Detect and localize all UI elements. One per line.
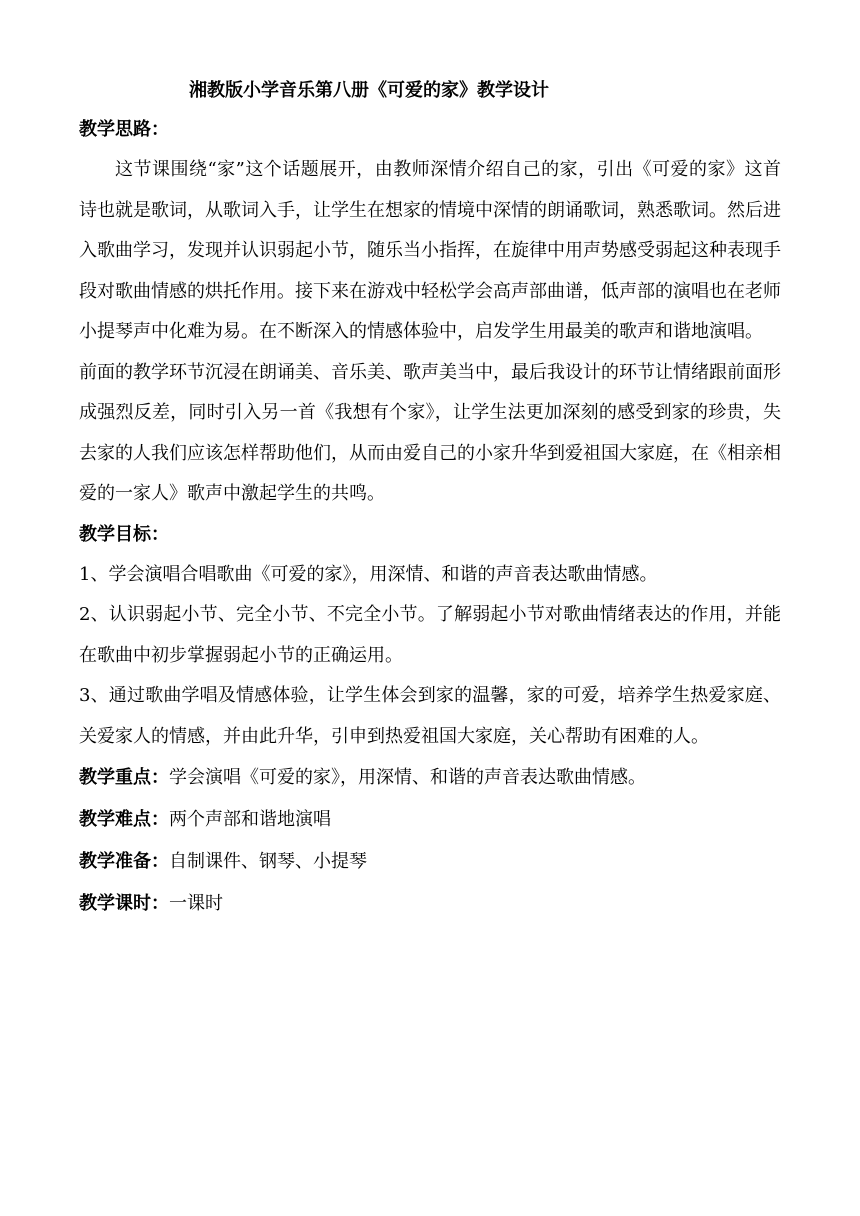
teaching-thinking-heading: 教学思路：: [79, 119, 169, 140]
key-point-line: [79, 757, 781, 799]
preparation-line: [79, 841, 781, 883]
period-label: 教学课时：: [79, 893, 169, 914]
teaching-thinking-paragraph-2: 前面的教学环节沉浸在朗诵美、音乐美、歌声美当中，最后我设计的环节让情绪跟前面形成强烈反差，同时引入另一首《我想有个家》，让学生法更加深刻的感受到家的珍贵，失去家的人我们应该怎样帮助他们，从而由爱自己的小家升华到爱祖国大家庭，在《相亲相爱的一家人》歌声中激起学生的共鸣。: [79, 361, 781, 504]
difficulty-value: 两个声部和谐地演唱: [169, 809, 331, 830]
teaching-goal-item-3: 3、通过歌曲学唱及情感体验，让学生体会到家的温馨，家的可爱，培养学生热爱家庭、关爱家人的情感，并由此升华，引申到热爱祖国大家庭，关心帮助有困难的人。: [79, 685, 781, 747]
key-point-label: 教学重点：: [79, 767, 169, 788]
preparation-label: 教学准备：: [79, 851, 169, 872]
teaching-goal-item-1: 1、学会演唱合唱歌曲《可爱的家》，用深情、和谐的声音表达歌曲情感。: [79, 563, 658, 585]
document-page: [79, 72, 781, 925]
document-title: 湘教版小学音乐第八册《可爱的家》教学设计: [189, 80, 549, 101]
preparation-value: 自制课件、钢琴、小提琴: [169, 851, 367, 872]
difficulty-label: 教学难点：: [79, 809, 169, 830]
teaching-goals-heading: 教学目标：: [79, 523, 169, 545]
teaching-thinking-paragraph-1: 这节课围绕“家”这个话题展开，由教师深情介绍自己的家，引出《可爱的家》这首诗也就是歌词，从歌词入手，让学生在想家的情境中深情的朗诵歌词，熟悉歌词。然后进入歌曲学习，发现并认识弱起小节，随乐当小指挥，在旋律中用声势感受弱起这种表现手段对歌曲情感的烘托作用。接下来在游戏中轻松学会高声部曲谱，低声部的演唱也在老师小提琴声中化难为易。在不断深入的情感体验中，启发学生用最美的歌声和谐地演唱。: [79, 159, 781, 342]
period-value: 一课时: [169, 893, 223, 914]
key-point-value: 学会演唱《可爱的家》，用深情、和谐的声音表达歌曲情感。: [169, 767, 646, 788]
difficulty-line: [79, 799, 781, 841]
period-line: [79, 883, 781, 925]
teaching-goal-item-2: 2、认识弱起小节、完全小节、不完全小节。了解弱起小节对歌曲情绪表达的作用，并能在歌曲中初步掌握弱起小节的正确运用。: [79, 604, 781, 666]
